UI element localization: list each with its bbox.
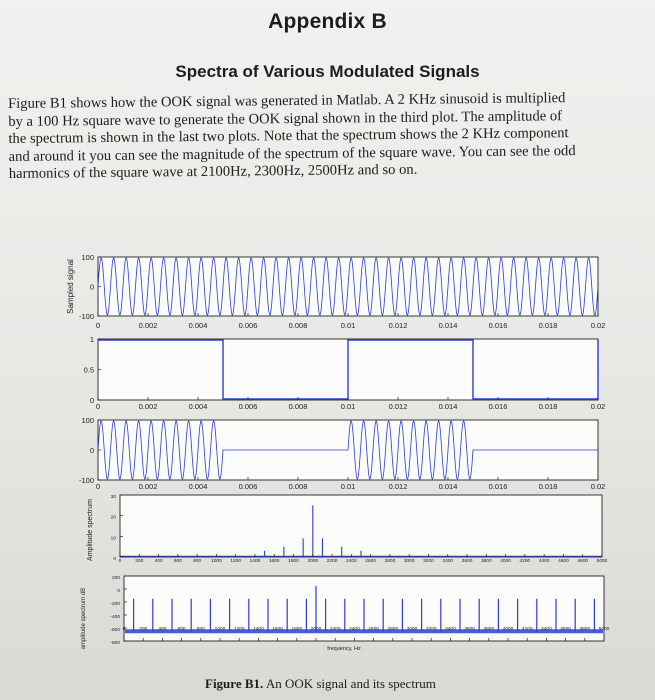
x-tick-label: 1200: [233, 627, 245, 632]
x-tick-label: 3600: [461, 559, 473, 564]
figure-caption: [205, 676, 436, 692]
x-tick-label: 0.02: [590, 482, 606, 491]
x-tick-label: 4000: [502, 627, 514, 632]
x-tick-label: 400: [154, 559, 163, 564]
paragraph-line: by a 100 Hz square wave to generate the OOK signal shown in the third plot. The amplitude of: [8, 107, 563, 130]
x-tick-label: 1600: [268, 559, 280, 564]
x-tick-label: 0.012: [388, 482, 408, 491]
y-tick-label: 0: [89, 282, 94, 292]
appendix-title: Appendix B: [268, 10, 387, 33]
x-tick-label: 2800: [387, 627, 399, 632]
x-tick-label: 0.004: [188, 321, 208, 330]
x-tick-label: 0.01: [340, 482, 356, 491]
x-tick-label: 0.008: [288, 402, 308, 411]
x-tick-label: 4000: [500, 559, 511, 564]
x-tick-label: 2200: [326, 559, 338, 564]
x-tick-label: 0.012: [388, 321, 408, 330]
x-tick-label: 5000: [598, 627, 610, 632]
x-tick-label: 0.02: [590, 402, 606, 411]
y-tick-label: 30: [110, 495, 116, 500]
x-tick-label: 0.006: [238, 402, 258, 411]
x-tick-label: 0.014: [438, 321, 458, 330]
x-tick-label: 0.018: [538, 321, 558, 330]
x-tick-label: 1400: [253, 627, 264, 632]
x-tick-label: 0.006: [238, 482, 258, 491]
y-tick-label: 1: [89, 335, 94, 344]
y-tick-label: 200: [111, 576, 120, 581]
x-tick-label: 0: [122, 627, 126, 632]
x-tick-label: 0.014: [438, 402, 458, 411]
x-tick-label: 4800: [577, 559, 589, 564]
y-tick-label: 0: [89, 446, 94, 455]
y-tick-label: 100: [81, 253, 94, 262]
x-tick-label: 0: [118, 559, 122, 564]
paragraph-line: Figure B1 shows how the OOK signal was generated in Matlab. A 2 KHz sinusoid is multiplied: [8, 90, 566, 112]
x-tick-label: 4200: [519, 559, 531, 564]
paragraph-line: the spectrum is shown in the last two plots. Note that the spectrum shows the 2 KHz component: [8, 125, 569, 148]
x-tick-label: 0.002: [138, 321, 158, 330]
x-tick-label: 1000: [211, 559, 222, 564]
x-tick-label: 1000: [214, 627, 226, 632]
x-tick-label: 600: [173, 559, 182, 564]
x-tick-label: 2000: [310, 627, 322, 632]
x-tick-label: 1800: [291, 627, 303, 632]
x-tick-label: 2400: [346, 559, 357, 564]
x-tick-label: 0: [95, 321, 101, 330]
y-tick-label: 20: [110, 515, 116, 521]
x-tick-label: 800: [196, 627, 205, 632]
paragraph-line: and around it you can see the magnitude of the spectrum of the square wave. You can see the odd: [8, 142, 576, 165]
y-tick-label: 0.5: [83, 365, 94, 375]
y-tick-label: -400: [110, 615, 120, 620]
x-tick-label: 0.004: [188, 482, 208, 491]
x-tick-label: 2200: [329, 627, 341, 632]
x-axis-label: frequency, Hz: [327, 646, 361, 652]
x-tick-label: 3400: [442, 559, 454, 564]
x-tick-label: 0: [95, 482, 101, 491]
x-tick-label: 2800: [384, 559, 396, 564]
y-tick-label: -600: [110, 628, 120, 633]
y-axis-label: Amplitude spectrum: [87, 499, 94, 561]
x-tick-label: 1800: [288, 559, 299, 564]
x-tick-label: 3000: [403, 559, 415, 564]
x-tick-label: 0.014: [438, 482, 458, 491]
x-tick-label: 3200: [425, 627, 437, 632]
x-tick-label: 200: [135, 559, 144, 564]
x-tick-label: 1400: [249, 559, 261, 564]
x-tick-label: 0.01: [340, 402, 356, 411]
x-tick-label: 0.008: [288, 482, 308, 491]
x-tick-label: 2000: [307, 559, 319, 564]
x-tick-label: 400: [158, 627, 167, 632]
y-axis-label: Sampled signal: [66, 259, 75, 314]
x-tick-label: 4400: [538, 559, 550, 564]
y-tick-label: -800: [110, 641, 120, 646]
x-tick-label: 3400: [445, 627, 456, 632]
x-tick-label: 0.016: [488, 321, 508, 330]
x-tick-label: 3200: [423, 559, 434, 564]
x-tick-label: 0.002: [138, 402, 158, 411]
y-tick-label: 0: [89, 396, 94, 405]
x-tick-label: 0.02: [590, 321, 606, 330]
y-tick-label: 100: [81, 416, 94, 425]
x-tick-label: 0.002: [138, 482, 158, 491]
x-tick-label: 5000: [596, 559, 608, 564]
y-tick-label: -100: [78, 476, 94, 485]
x-tick-label: 3800: [483, 627, 495, 632]
x-tick-label: 4600: [560, 627, 571, 632]
y-axis-label: amplitude spectrum dB: [81, 587, 87, 650]
x-tick-label: 0.016: [488, 482, 508, 491]
y-tick-label: -100: [78, 312, 94, 321]
y-tick-label: -200: [110, 602, 120, 607]
x-tick-label: 0.008: [288, 321, 308, 330]
x-tick-label: 0.01: [340, 321, 356, 330]
x-tick-label: 0.018: [538, 482, 558, 491]
x-tick-label: 1200: [230, 559, 242, 564]
x-tick-label: 200: [139, 627, 148, 632]
y-tick-label: 0: [117, 589, 120, 594]
y-tick-label: 10: [110, 536, 116, 542]
x-tick-label: 2400: [349, 627, 360, 632]
x-tick-label: 600: [177, 627, 186, 632]
section-title: Spectra of Various Modulated Signals: [175, 62, 480, 81]
x-tick-label: 3800: [480, 559, 492, 564]
x-tick-label: 0.016: [488, 402, 508, 411]
x-tick-label: 0.018: [538, 402, 558, 411]
x-tick-label: 4400: [541, 627, 552, 632]
x-tick-label: 0: [95, 402, 101, 411]
x-tick-label: 4800: [579, 627, 591, 632]
x-tick-label: 4600: [558, 559, 569, 564]
x-tick-label: 3600: [464, 627, 475, 632]
paragraph-line: harmonics of the square wave at 2100Hz, 2300Hz, 2500Hz and so on.: [8, 162, 418, 183]
x-tick-label: 0.004: [188, 402, 208, 411]
x-tick-label: 0.006: [238, 321, 258, 330]
x-tick-label: 4200: [521, 627, 533, 632]
caption-text: An OOK signal and its spectrum: [265, 676, 436, 691]
x-tick-label: 0.012: [388, 402, 408, 411]
caption-label: Figure B1.: [205, 676, 264, 691]
x-tick-label: 2600: [368, 627, 379, 632]
x-tick-label: 800: [193, 559, 202, 564]
x-tick-label: 2600: [365, 559, 376, 564]
x-tick-label: 3000: [406, 627, 418, 632]
y-tick-label: 0: [113, 557, 116, 562]
x-tick-label: 1600: [272, 627, 283, 632]
plot-frame-4: [120, 495, 602, 557]
